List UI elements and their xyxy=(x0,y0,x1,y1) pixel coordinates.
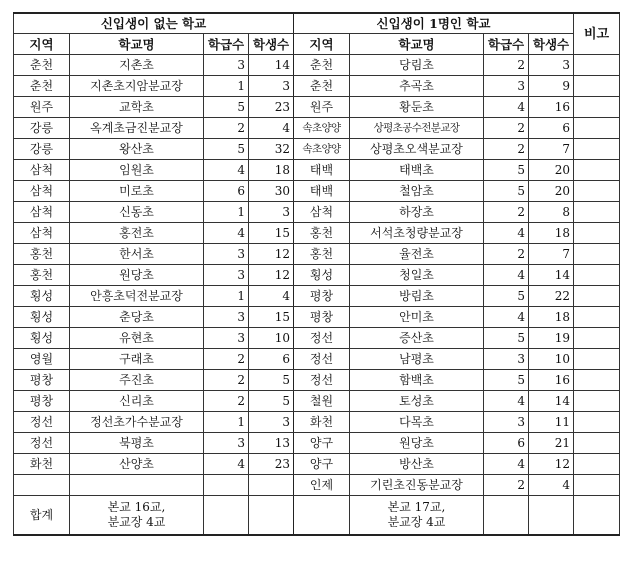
total-right-line1: 본교 17교, xyxy=(387,500,446,514)
column-header-row xyxy=(14,34,620,55)
group-header-row xyxy=(14,13,620,34)
table-row xyxy=(14,328,620,349)
left-school-cell: 교학초 xyxy=(70,97,204,118)
right-classes-cell: 6 xyxy=(484,433,529,454)
right-region-cell: 인제 xyxy=(294,475,350,496)
left-classes-cell: 5 xyxy=(204,139,249,160)
right-school-cell: 황둔초 xyxy=(350,97,484,118)
table-row xyxy=(14,97,620,118)
left-school-cell: 임원초 xyxy=(70,160,204,181)
right-students-cell: 10 xyxy=(529,349,574,370)
left-region-cell: 춘천 xyxy=(14,76,70,97)
total-right-line2: 분교장 4교 xyxy=(387,515,446,529)
remarks-cell xyxy=(574,433,620,454)
left-region-cell: 강릉 xyxy=(14,118,70,139)
total-left-summary xyxy=(70,496,204,536)
table-row xyxy=(14,55,620,76)
group-header-no-freshmen: 신입생이 없는 학교 xyxy=(14,13,294,34)
right-school-cell: 토성초 xyxy=(350,391,484,412)
table-row xyxy=(14,475,620,496)
left-region-cell: 삼척 xyxy=(14,223,70,244)
left-students-cell: 15 xyxy=(249,223,294,244)
left-school-cell: 신리초 xyxy=(70,391,204,412)
right-students-cell: 7 xyxy=(529,139,574,160)
right-school-cell: 상평초공수전분교장 xyxy=(350,118,484,139)
right-classes-cell: 2 xyxy=(484,202,529,223)
left-classes-cell: 3 xyxy=(204,433,249,454)
right-region-cell: 원주 xyxy=(294,97,350,118)
right-students-cell: 20 xyxy=(529,160,574,181)
group-header-one-freshman: 신입생이 1명인 학교 xyxy=(294,13,574,34)
left-school-cell: 신동초 xyxy=(70,202,204,223)
left-school-cell: 산양초 xyxy=(70,454,204,475)
right-classes-cell: 4 xyxy=(484,307,529,328)
right-classes-cell: 5 xyxy=(484,370,529,391)
left-school-cell: 안흥초덕전분교장 xyxy=(70,286,204,307)
remarks-cell xyxy=(574,76,620,97)
left-students-cell: 12 xyxy=(249,265,294,286)
right-classes-cell: 3 xyxy=(484,349,529,370)
right-students-cell: 16 xyxy=(529,370,574,391)
right-classes-cell: 4 xyxy=(484,391,529,412)
table-row xyxy=(14,160,620,181)
right-students-cell: 19 xyxy=(529,328,574,349)
remarks-cell xyxy=(574,139,620,160)
right-region-cell: 양구 xyxy=(294,433,350,454)
left-students-cell: 3 xyxy=(249,202,294,223)
table-row xyxy=(14,370,620,391)
left-classes-cell: 4 xyxy=(204,160,249,181)
left-classes-cell: 2 xyxy=(204,370,249,391)
col-header-students: 학생수 xyxy=(249,34,294,55)
right-classes-cell: 5 xyxy=(484,160,529,181)
right-students-cell: 6 xyxy=(529,118,574,139)
right-region-cell: 평창 xyxy=(294,307,350,328)
table-row xyxy=(14,307,620,328)
total-right-summary xyxy=(350,496,484,536)
left-school-cell: 북평초 xyxy=(70,433,204,454)
left-region-cell: 평창 xyxy=(14,370,70,391)
remarks-cell xyxy=(574,349,620,370)
remarks-cell xyxy=(574,223,620,244)
right-region-cell: 춘천 xyxy=(294,55,350,76)
remarks-cell xyxy=(574,391,620,412)
remarks-cell xyxy=(574,97,620,118)
right-school-cell: 함백초 xyxy=(350,370,484,391)
table-row xyxy=(14,223,620,244)
left-region-cell: 화천 xyxy=(14,454,70,475)
total-right-region xyxy=(294,496,350,536)
right-classes-cell: 2 xyxy=(484,475,529,496)
right-school-cell: 안미초 xyxy=(350,307,484,328)
right-region-cell: 철원 xyxy=(294,391,350,412)
total-left-students xyxy=(249,496,294,536)
left-school-cell: 옥계초금진분교장 xyxy=(70,118,204,139)
col-header-students: 학생수 xyxy=(529,34,574,55)
right-region-cell: 정선 xyxy=(294,349,350,370)
right-region-cell: 홍천 xyxy=(294,223,350,244)
right-school-cell: 서석초청량분교장 xyxy=(350,223,484,244)
left-students-cell: 13 xyxy=(249,433,294,454)
right-school-cell: 다목초 xyxy=(350,412,484,433)
left-classes-cell: 3 xyxy=(204,265,249,286)
right-school-cell: 추곡초 xyxy=(350,76,484,97)
remarks-cell xyxy=(574,244,620,265)
left-school-cell: 홍전초 xyxy=(70,223,204,244)
right-school-cell: 하장초 xyxy=(350,202,484,223)
table-row xyxy=(14,412,620,433)
left-region-cell: 삼척 xyxy=(14,181,70,202)
right-school-cell: 기린초진동분교장 xyxy=(350,475,484,496)
remarks-cell xyxy=(574,202,620,223)
total-remarks xyxy=(574,496,620,536)
remarks-cell xyxy=(574,412,620,433)
right-classes-cell: 5 xyxy=(484,328,529,349)
left-region-cell: 삼척 xyxy=(14,202,70,223)
table-row xyxy=(14,202,620,223)
right-students-cell: 18 xyxy=(529,307,574,328)
remarks-cell xyxy=(574,181,620,202)
right-classes-cell: 5 xyxy=(484,181,529,202)
left-region-cell: 정선 xyxy=(14,433,70,454)
total-right-classes xyxy=(484,496,529,536)
col-header-school: 학교명 xyxy=(350,34,484,55)
left-classes-cell: 2 xyxy=(204,391,249,412)
right-students-cell: 14 xyxy=(529,265,574,286)
right-school-cell: 남평초 xyxy=(350,349,484,370)
table-row xyxy=(14,391,620,412)
remarks-cell xyxy=(574,454,620,475)
left-school-cell: 미로초 xyxy=(70,181,204,202)
right-region-cell: 홍천 xyxy=(294,244,350,265)
right-region-cell: 화천 xyxy=(294,412,350,433)
col-header-classes: 학급수 xyxy=(204,34,249,55)
right-classes-cell: 3 xyxy=(484,412,529,433)
left-school-cell: 유현초 xyxy=(70,328,204,349)
right-students-cell: 16 xyxy=(529,97,574,118)
left-students-cell: 23 xyxy=(249,97,294,118)
left-classes-cell: 5 xyxy=(204,97,249,118)
remarks-cell xyxy=(574,55,620,76)
right-region-cell: 속초양양 xyxy=(294,139,350,160)
right-students-cell: 14 xyxy=(529,391,574,412)
right-students-cell: 11 xyxy=(529,412,574,433)
left-students-cell: 4 xyxy=(249,286,294,307)
right-students-cell: 8 xyxy=(529,202,574,223)
left-school-cell: 왕산초 xyxy=(70,139,204,160)
right-school-cell: 태백초 xyxy=(350,160,484,181)
left-school-cell: 춘당초 xyxy=(70,307,204,328)
right-classes-cell: 5 xyxy=(484,286,529,307)
left-students-cell: 14 xyxy=(249,55,294,76)
table-row xyxy=(14,454,620,475)
remarks-cell xyxy=(574,160,620,181)
right-school-cell: 증산초 xyxy=(350,328,484,349)
right-students-cell: 3 xyxy=(529,55,574,76)
total-row xyxy=(14,496,620,536)
right-region-cell: 정선 xyxy=(294,328,350,349)
left-classes-cell: 3 xyxy=(204,307,249,328)
left-region-cell: 춘천 xyxy=(14,55,70,76)
right-students-cell: 20 xyxy=(529,181,574,202)
right-region-cell: 양구 xyxy=(294,454,350,475)
left-school-cell: 주진초 xyxy=(70,370,204,391)
total-left-line2: 분교장 4교 xyxy=(107,515,166,529)
right-classes-cell: 2 xyxy=(484,118,529,139)
remarks-cell xyxy=(574,328,620,349)
total-label: 합계 xyxy=(14,496,70,536)
left-school-cell: 지촌초지암분교장 xyxy=(70,76,204,97)
right-classes-cell: 4 xyxy=(484,454,529,475)
remarks-cell xyxy=(574,475,620,496)
right-classes-cell: 2 xyxy=(484,55,529,76)
remarks-cell xyxy=(574,286,620,307)
right-classes-cell: 4 xyxy=(484,223,529,244)
right-region-cell: 속초양양 xyxy=(294,118,350,139)
left-students-cell: 23 xyxy=(249,454,294,475)
left-school-cell: 구래초 xyxy=(70,349,204,370)
remarks-cell xyxy=(574,118,620,139)
right-region-cell: 삼척 xyxy=(294,202,350,223)
total-left-classes xyxy=(204,496,249,536)
left-classes-cell: 3 xyxy=(204,328,249,349)
right-school-cell: 율전초 xyxy=(350,244,484,265)
left-classes-cell: 6 xyxy=(204,181,249,202)
right-region-cell: 태백 xyxy=(294,181,350,202)
left-students-cell: 5 xyxy=(249,370,294,391)
left-region-cell: 정선 xyxy=(14,412,70,433)
table-row xyxy=(14,265,620,286)
left-region-cell: 횡성 xyxy=(14,307,70,328)
left-students-cell: 18 xyxy=(249,160,294,181)
left-region-cell xyxy=(14,475,70,496)
left-students-cell: 4 xyxy=(249,118,294,139)
table-row xyxy=(14,244,620,265)
remarks-header: 비고 xyxy=(574,13,620,55)
table-row xyxy=(14,76,620,97)
left-region-cell: 영월 xyxy=(14,349,70,370)
left-classes-cell: 2 xyxy=(204,118,249,139)
left-students-cell: 15 xyxy=(249,307,294,328)
table-row xyxy=(14,349,620,370)
left-students-cell: 30 xyxy=(249,181,294,202)
left-classes-cell: 3 xyxy=(204,55,249,76)
left-region-cell: 홍천 xyxy=(14,244,70,265)
col-header-region: 지역 xyxy=(14,34,70,55)
right-students-cell: 22 xyxy=(529,286,574,307)
left-students-cell: 12 xyxy=(249,244,294,265)
right-region-cell: 평창 xyxy=(294,286,350,307)
left-classes-cell: 1 xyxy=(204,76,249,97)
left-school-cell: 한서초 xyxy=(70,244,204,265)
table-row xyxy=(14,139,620,160)
left-classes-cell: 2 xyxy=(204,349,249,370)
left-students-cell: 32 xyxy=(249,139,294,160)
total-left-line1: 본교 16교, xyxy=(107,500,166,514)
right-classes-cell: 4 xyxy=(484,265,529,286)
table-row xyxy=(14,433,620,454)
left-region-cell: 횡성 xyxy=(14,328,70,349)
right-region-cell: 춘천 xyxy=(294,76,350,97)
right-students-cell: 4 xyxy=(529,475,574,496)
left-classes-cell xyxy=(204,475,249,496)
right-students-cell: 7 xyxy=(529,244,574,265)
left-students-cell: 3 xyxy=(249,412,294,433)
col-header-region: 지역 xyxy=(294,34,350,55)
right-students-cell: 9 xyxy=(529,76,574,97)
remarks-cell xyxy=(574,307,620,328)
school-table-container xyxy=(13,12,619,536)
left-school-cell: 지촌초 xyxy=(70,55,204,76)
table-row xyxy=(14,286,620,307)
remarks-cell xyxy=(574,370,620,391)
left-classes-cell: 3 xyxy=(204,244,249,265)
left-students-cell: 10 xyxy=(249,328,294,349)
table-row xyxy=(14,118,620,139)
left-classes-cell: 4 xyxy=(204,454,249,475)
right-school-cell: 방산초 xyxy=(350,454,484,475)
left-school-cell: 원당초 xyxy=(70,265,204,286)
right-classes-cell: 2 xyxy=(484,139,529,160)
right-region-cell: 정선 xyxy=(294,370,350,391)
col-header-classes: 학급수 xyxy=(484,34,529,55)
left-students-cell: 6 xyxy=(249,349,294,370)
left-region-cell: 평창 xyxy=(14,391,70,412)
left-school-cell: 정선초가수분교장 xyxy=(70,412,204,433)
left-classes-cell: 1 xyxy=(204,412,249,433)
total-right-students xyxy=(529,496,574,536)
table-row xyxy=(14,181,620,202)
right-classes-cell: 3 xyxy=(484,76,529,97)
left-region-cell: 홍천 xyxy=(14,265,70,286)
right-region-cell: 태백 xyxy=(294,160,350,181)
right-school-cell: 방림초 xyxy=(350,286,484,307)
left-region-cell: 횡성 xyxy=(14,286,70,307)
right-school-cell: 청일초 xyxy=(350,265,484,286)
school-table xyxy=(13,12,620,536)
left-classes-cell: 1 xyxy=(204,202,249,223)
left-classes-cell: 4 xyxy=(204,223,249,244)
right-classes-cell: 2 xyxy=(484,244,529,265)
right-school-cell: 당림초 xyxy=(350,55,484,76)
left-classes-cell: 1 xyxy=(204,286,249,307)
left-region-cell: 삼척 xyxy=(14,160,70,181)
left-students-cell xyxy=(249,475,294,496)
right-school-cell: 상평초오색분교장 xyxy=(350,139,484,160)
right-region-cell: 횡성 xyxy=(294,265,350,286)
right-school-cell: 철암초 xyxy=(350,181,484,202)
left-students-cell: 3 xyxy=(249,76,294,97)
right-school-cell: 원당초 xyxy=(350,433,484,454)
right-students-cell: 12 xyxy=(529,454,574,475)
remarks-cell xyxy=(574,265,620,286)
left-region-cell: 강릉 xyxy=(14,139,70,160)
left-region-cell: 원주 xyxy=(14,97,70,118)
right-students-cell: 18 xyxy=(529,223,574,244)
col-header-school: 학교명 xyxy=(70,34,204,55)
left-students-cell: 5 xyxy=(249,391,294,412)
right-classes-cell: 4 xyxy=(484,97,529,118)
right-students-cell: 21 xyxy=(529,433,574,454)
left-school-cell xyxy=(70,475,204,496)
